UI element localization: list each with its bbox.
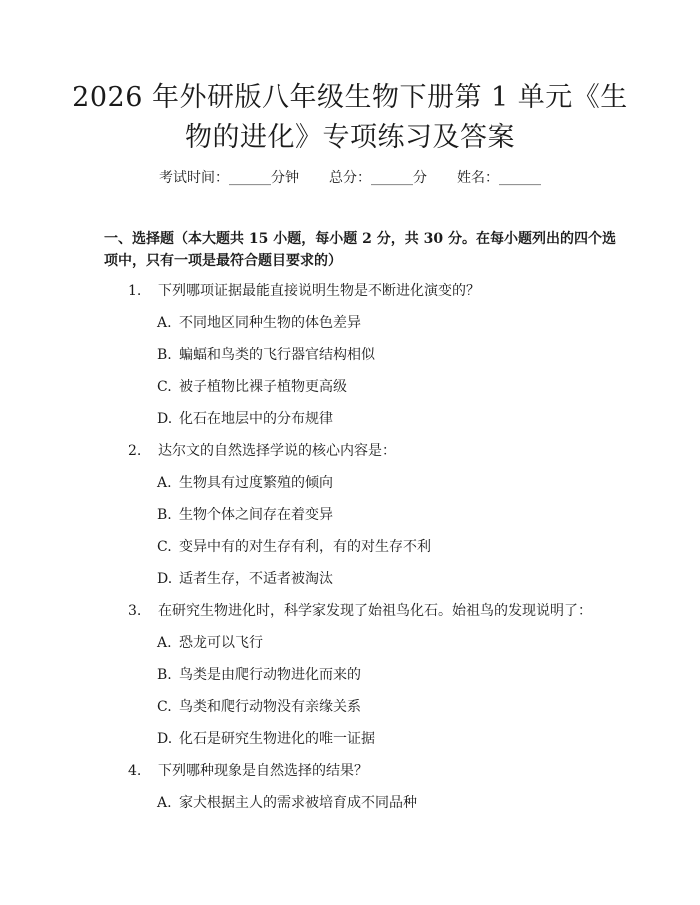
q3-option-b <box>157 665 361 685</box>
question-3 <box>128 601 592 621</box>
option-letter: A. <box>157 315 172 331</box>
option-letter: B. <box>157 667 172 683</box>
question-1 <box>128 281 480 301</box>
exam-info <box>0 168 700 188</box>
question-text: 下列哪种现象是自然选择的结果？ <box>158 763 368 779</box>
q1-option-c <box>157 377 347 397</box>
name-field: 姓名：______ <box>457 170 541 186</box>
option-text: 生物个体之间存在着变异 <box>179 507 333 523</box>
q3-option-c <box>157 697 361 717</box>
section-heading: 一、选择题（本大题共 15 小题，每小题 2 分，共 30 分。在每小题列出的四个选项中，只有一项是最符合题目要求的） <box>104 231 616 269</box>
option-letter: D. <box>157 411 173 427</box>
option-text: 化石在地层中的分布规律 <box>179 411 333 427</box>
option-text: 变异中有的对生存有利，有的对生存不利 <box>179 539 431 555</box>
option-text: 恐龙可以飞行 <box>179 635 263 651</box>
option-letter: D. <box>157 731 173 747</box>
option-letter: B. <box>157 347 172 363</box>
q2-option-d <box>157 569 333 589</box>
document-title: 2026 年外研版八年级生物下册第 1 单元《生物的进化》专项练习及答案 <box>72 82 628 153</box>
option-letter: C. <box>157 379 172 395</box>
question-text: 在研究生物进化时，科学家发现了始祖鸟化石。始祖鸟的发现说明了： <box>158 603 592 619</box>
option-text: 不同地区同种生物的体色差异 <box>179 315 361 331</box>
q3-option-d <box>157 729 375 749</box>
option-text: 蝙蝠和鸟类的飞行器官结构相似 <box>179 347 375 363</box>
option-text: 适者生存，不适者被淘汰 <box>179 571 333 587</box>
q1-option-a <box>157 313 361 333</box>
question-number: 2. <box>128 443 142 459</box>
option-text: 生物具有过度繁殖的倾向 <box>179 475 333 491</box>
q2-option-b <box>157 505 333 525</box>
option-letter: A. <box>157 475 172 491</box>
exam-time-field: 考试时间：______分钟 <box>159 170 299 186</box>
option-letter: B. <box>157 507 172 523</box>
question-text: 下列哪项证据最能直接说明生物是不断进化演变的？ <box>158 283 480 299</box>
q4-option-a <box>157 793 417 813</box>
option-letter: D. <box>157 571 173 587</box>
option-text: 鸟类是由爬行动物进化而来的 <box>179 667 361 683</box>
question-text: 达尔文的自然选择学说的核心内容是： <box>158 443 396 459</box>
question-number: 3. <box>128 603 142 619</box>
q1-option-b <box>157 345 375 365</box>
option-text: 家犬根据主人的需求被培育成不同品种 <box>179 795 417 811</box>
option-text: 鸟类和爬行动物没有亲缘关系 <box>179 699 361 715</box>
option-letter: C. <box>157 699 172 715</box>
question-2 <box>128 441 396 461</box>
q3-option-a <box>157 633 263 653</box>
option-letter: A. <box>157 795 172 811</box>
question-number: 4. <box>128 763 142 779</box>
q2-option-c <box>157 537 431 557</box>
option-text: 被子植物比裸子植物更高级 <box>179 379 347 395</box>
q2-option-a <box>157 473 333 493</box>
option-letter: A. <box>157 635 172 651</box>
option-letter: C. <box>157 539 172 555</box>
total-score-field: 总分：______分 <box>329 170 427 186</box>
question-4 <box>128 761 368 781</box>
option-text: 化石是研究生物进化的唯一证据 <box>179 731 375 747</box>
question-number: 1. <box>128 283 142 299</box>
q1-option-d <box>157 409 333 429</box>
